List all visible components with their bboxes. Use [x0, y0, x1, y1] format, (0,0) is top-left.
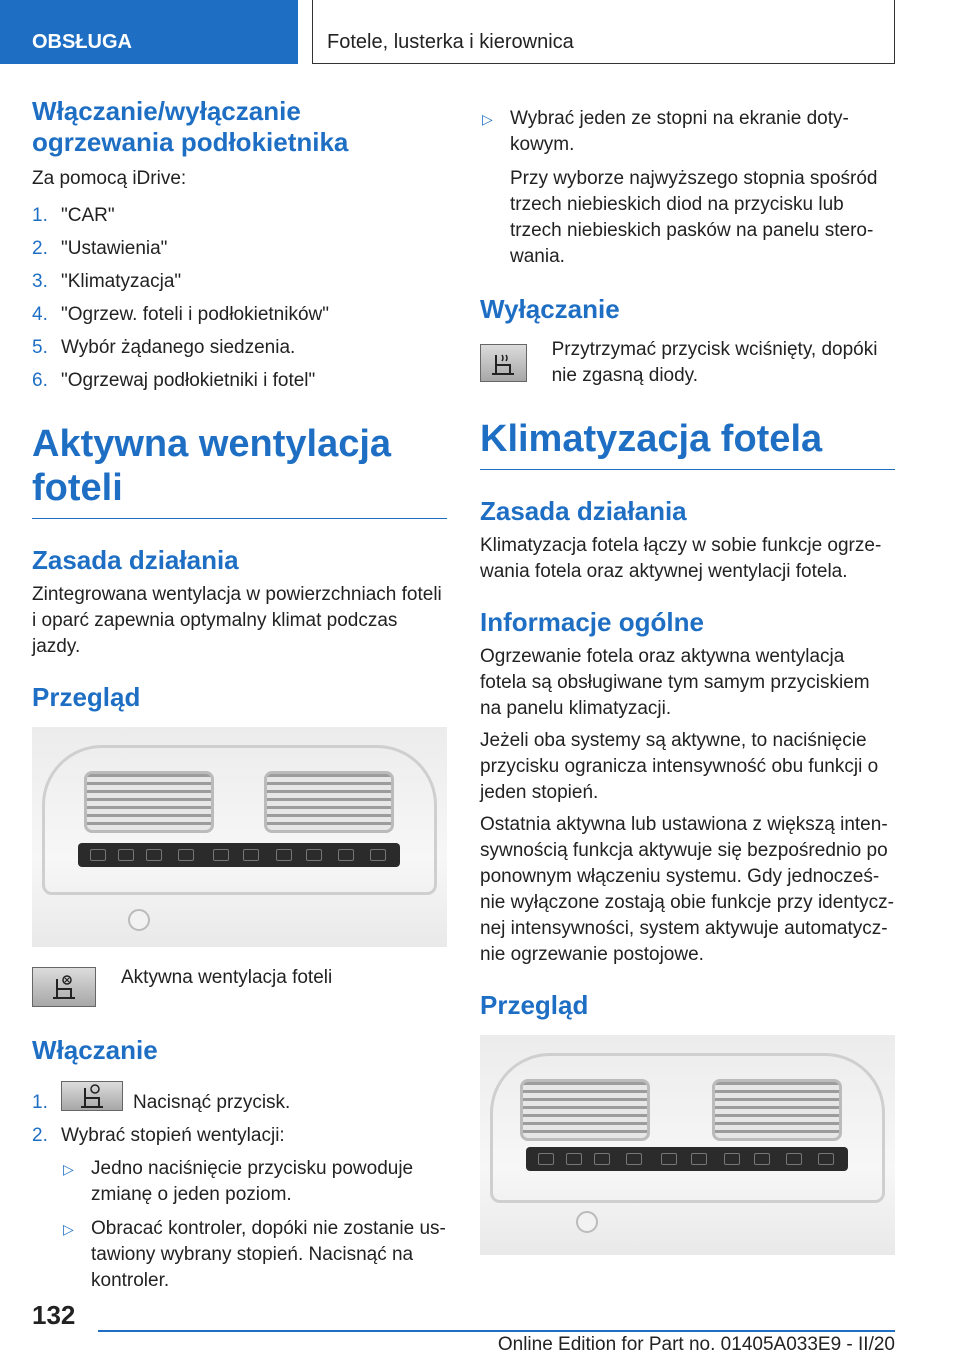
page-header-title: Fotele, lusterka i kierownica [312, 0, 895, 64]
armrest-intro: Za pomocą iDrive: [32, 168, 187, 189]
seat-heating-icon [480, 344, 527, 382]
heading-active-ventilation: Aktywna wentylacja foteli [32, 422, 447, 519]
list-item: 6. "Ogrzewaj podłokietniki i fotel" [32, 370, 316, 391]
footer-edition: Online Edition for Part no. 01405A033E9 - II/20 [497, 1334, 895, 1355]
left-column [32, 96, 447, 1302]
touch-screen-bullet [480, 106, 895, 158]
highest-level-text: Przy wyborze najwyższego stopnia spośród trzech niebieskich diod na przycisku lub trzech niebieskich pasków na panelu sterowania. [510, 168, 878, 267]
list-item: 2. Wybrać stopień wentylacji: [32, 1125, 285, 1146]
heading-principle: Zasada działania [480, 496, 687, 526]
list-item: ▷ Jedno naciśnięcie przycisku powoduje zmianę o jeden poziom. [63, 1158, 414, 1205]
list-item: 2. "Ustawienia" [32, 238, 168, 259]
heading-switch-off: Wyłączanie [480, 294, 620, 324]
heading-switch-on: Włączanie [32, 1035, 158, 1065]
list-item: ▷ Obracać kontroler, dopóki nie zostanie ustawiony wybrany stopień. Nacisnąć na kontroler. [63, 1218, 446, 1291]
switch-on-steps [32, 1076, 447, 1149]
footer-divider [98, 1330, 895, 1332]
icon-caption: Aktywna wentylacja foteli [121, 967, 333, 988]
right-column [480, 106, 895, 1255]
list-item: 1. "CAR" [32, 205, 115, 226]
list-item: 5. Wybór żądanego siedzenia. [32, 337, 296, 358]
off-row [480, 337, 895, 389]
heading-overview: Przegląd [480, 990, 589, 1020]
list-item: 4. "Ogrzew. foteli i podłokietników" [32, 304, 330, 325]
general-text-1: Ogrzewanie fotela oraz aktywna wentylacja fotela są obsługiwane tym samym przyciskiem na panelu klimatyzacji. [480, 646, 870, 719]
seat-ventilation-icon [61, 1081, 123, 1111]
principle-text: Klimatyzacja fotela łączy w sobie funkcje ogrzewania fotela oraz aktywnej wentylacji fotela. [480, 535, 882, 582]
list-item: 1. Nacisnąć przycisk. [32, 1076, 447, 1116]
list-item: 3. "Klimatyzacja" [32, 271, 182, 292]
dashboard-photo [32, 727, 447, 947]
armrest-steps [32, 203, 447, 394]
switch-on-bullets [61, 1156, 447, 1294]
icon-caption-row [32, 967, 447, 1007]
seat-ventilation-icon [32, 967, 96, 1007]
general-text-3: Ostatnia aktywna lub ustawiona z większą intensywnością funkcja aktywuje się bezpośrednio po ponownym włączeniu systemu. Gdy jednocześnie wyłączone zostają obie funkcje przy identycznej intensywności, system aktywuje automatycznie ogrzewanie postojowe. [480, 814, 894, 965]
principle-text: Zintegrowana wentylacja w powierzchniach foteli i oparć zapewnia optymalny klimat podczas jazdy. [32, 584, 442, 657]
section-tab: OBSŁUGA [0, 0, 298, 64]
page-number: 132 [32, 1300, 76, 1330]
off-text: Przytrzymać przycisk wciśnięty, dopóki nie zgasną diody. [551, 339, 878, 386]
heading-overview: Przegląd [32, 682, 141, 712]
dashboard-photo [480, 1035, 895, 1255]
heading-armrest-heating: Włączanie/wyłączanie ogrzewania podłokietnika [32, 96, 349, 157]
general-text-2: Jeżeli oba systemy są aktywne, to naciśnięcie przycisku ogranicza intensywność obu funkcji o jeden stopień. [480, 730, 879, 803]
heading-general-info: Informacje ogólne [480, 607, 704, 637]
list-item: ▷ Wybrać jeden ze stopni na ekranie dotykowym. [482, 108, 849, 155]
heading-principle: Zasada działania [32, 545, 239, 575]
heading-seat-climate: Klimatyzacja fotela [480, 417, 895, 470]
